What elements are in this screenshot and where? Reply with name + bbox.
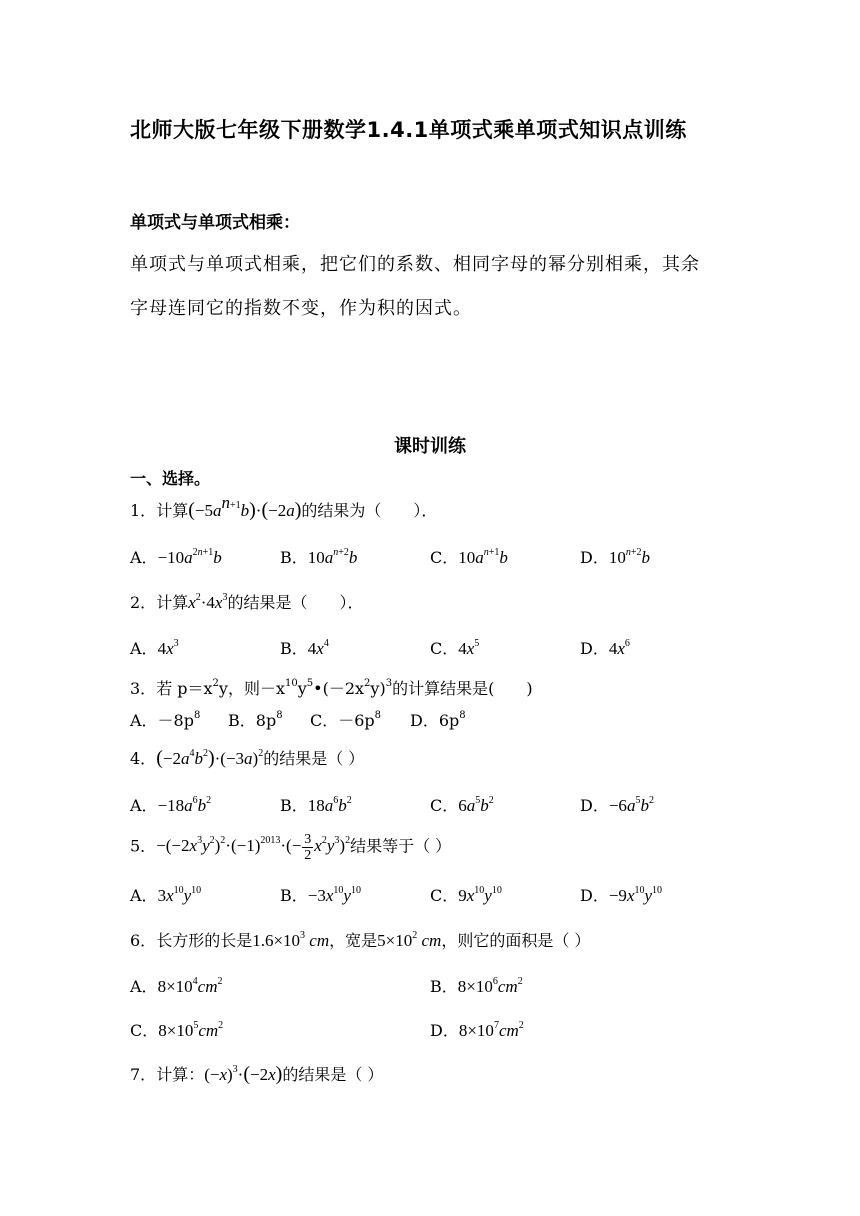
- math-expression: $(-5a^{n+1}b)\cdot(-2a)$: [188, 493, 302, 521]
- option-a[interactable]: A．$-18a^6b^2$: [130, 795, 212, 815]
- option-d[interactable]: D．$6p^8$: [410, 710, 466, 730]
- question-2: 2．计算$x^2\cdot 4x^3$的结果是（ ）．: [130, 592, 364, 612]
- option-b[interactable]: B．$10a^{n+2}b$: [280, 547, 358, 567]
- math-expression: $(-2a^4b^2)\cdot(-3a)^2$: [156, 747, 264, 769]
- option-b[interactable]: B．$-3x^{10}y^{10}$: [280, 885, 361, 905]
- question-4: 4．$(-2a^4b^2)\cdot(-3a)^2$的结果是（ ）: [130, 747, 365, 769]
- math-expression: $x^2\cdot 4x^3$: [188, 592, 228, 612]
- option-b[interactable]: B．$4x^4$: [280, 638, 329, 658]
- knowledge-heading: 单项式与单项式相乘：: [130, 213, 300, 233]
- option-c[interactable]: C．$4x^5$: [430, 638, 480, 658]
- option-d[interactable]: D．$8\times 10^7cm^2$: [430, 1020, 524, 1040]
- option-a[interactable]: A．$-10a^{2n+1}b$: [130, 547, 222, 567]
- option-c[interactable]: C．$6a^5b^2$: [430, 795, 494, 815]
- math-expression: $-(-2x^3y^2)^2\cdot(-1)^{2013}\cdot(-$ $\frac{3}{2}$ $x^2y^3)^2$: [156, 832, 351, 863]
- math-expression: $(-x)^3\cdot(-2x)$: [204, 1063, 283, 1085]
- option-a[interactable]: A．$3x^{10}y^{10}$: [130, 885, 202, 905]
- question-7: 7．计算：$(-x)^3\cdot(-2x)$的结果是（ ）: [130, 1063, 384, 1085]
- option-d[interactable]: D．$10^{n+2}b$: [580, 547, 650, 567]
- question-3: 3．若 $p=x^2y$，则$-x^{10}y^5•(-2x^2y)^3$的计算结果是( ): [130, 678, 533, 698]
- knowledge-line-1: 单项式与单项式相乘，把它们的系数、相同字母的幂分别相乘，其余: [130, 254, 700, 275]
- option-c[interactable]: C．$-6p^8$: [310, 710, 382, 730]
- knowledge-line-2: 字母连同它的指数不变，作为积的因式。: [130, 298, 472, 319]
- option-b[interactable]: B．$8p^8$: [228, 710, 283, 730]
- section-title: 课时训练: [394, 436, 466, 457]
- option-a[interactable]: A．$8\times 10^4cm^2$: [130, 976, 223, 996]
- question-5: 5．$-(-2x^3y^2)^2\cdot(-1)^{2013}\cdot(-$ $\frac{3}{2}$ $x^2y^3)^2$结果等于（ ）: [130, 832, 452, 863]
- option-d[interactable]: D．$-9x^{10}y^{10}$: [580, 885, 663, 905]
- option-c[interactable]: C．$10a^{n+1}b$: [430, 547, 508, 567]
- option-c[interactable]: C．$9x^{10}y^{10}$: [430, 885, 502, 905]
- question-number: 1．: [130, 501, 157, 520]
- option-a[interactable]: A．$4x^3$: [130, 638, 179, 658]
- option-c[interactable]: C．$8\times 10^5cm^2$: [130, 1020, 224, 1040]
- option-b[interactable]: B．$18a^6b^2$: [280, 795, 352, 815]
- page-title: 北师大版七年级下册数学1.4.1单项式乘单项式知识点训练: [130, 118, 687, 142]
- question-suffix: 的结果为（ ）．: [301, 501, 438, 520]
- question-prefix: 计算: [156, 501, 189, 520]
- option-d[interactable]: D．$4x^6$: [580, 638, 630, 658]
- option-a[interactable]: A．$-8p^8$: [130, 710, 201, 730]
- question-1: [130, 493, 438, 522]
- option-d[interactable]: D．$-6a^5b^2$: [580, 795, 654, 815]
- option-b[interactable]: B．$8\times 10^6cm^2$: [430, 976, 523, 996]
- part-title: 一、选择。: [130, 469, 211, 488]
- question-6: 6．长方形的长是$1.6\times 10^3$ cm，宽是$5\times 10^2$ cm，则它的面积是（ ）: [130, 930, 591, 950]
